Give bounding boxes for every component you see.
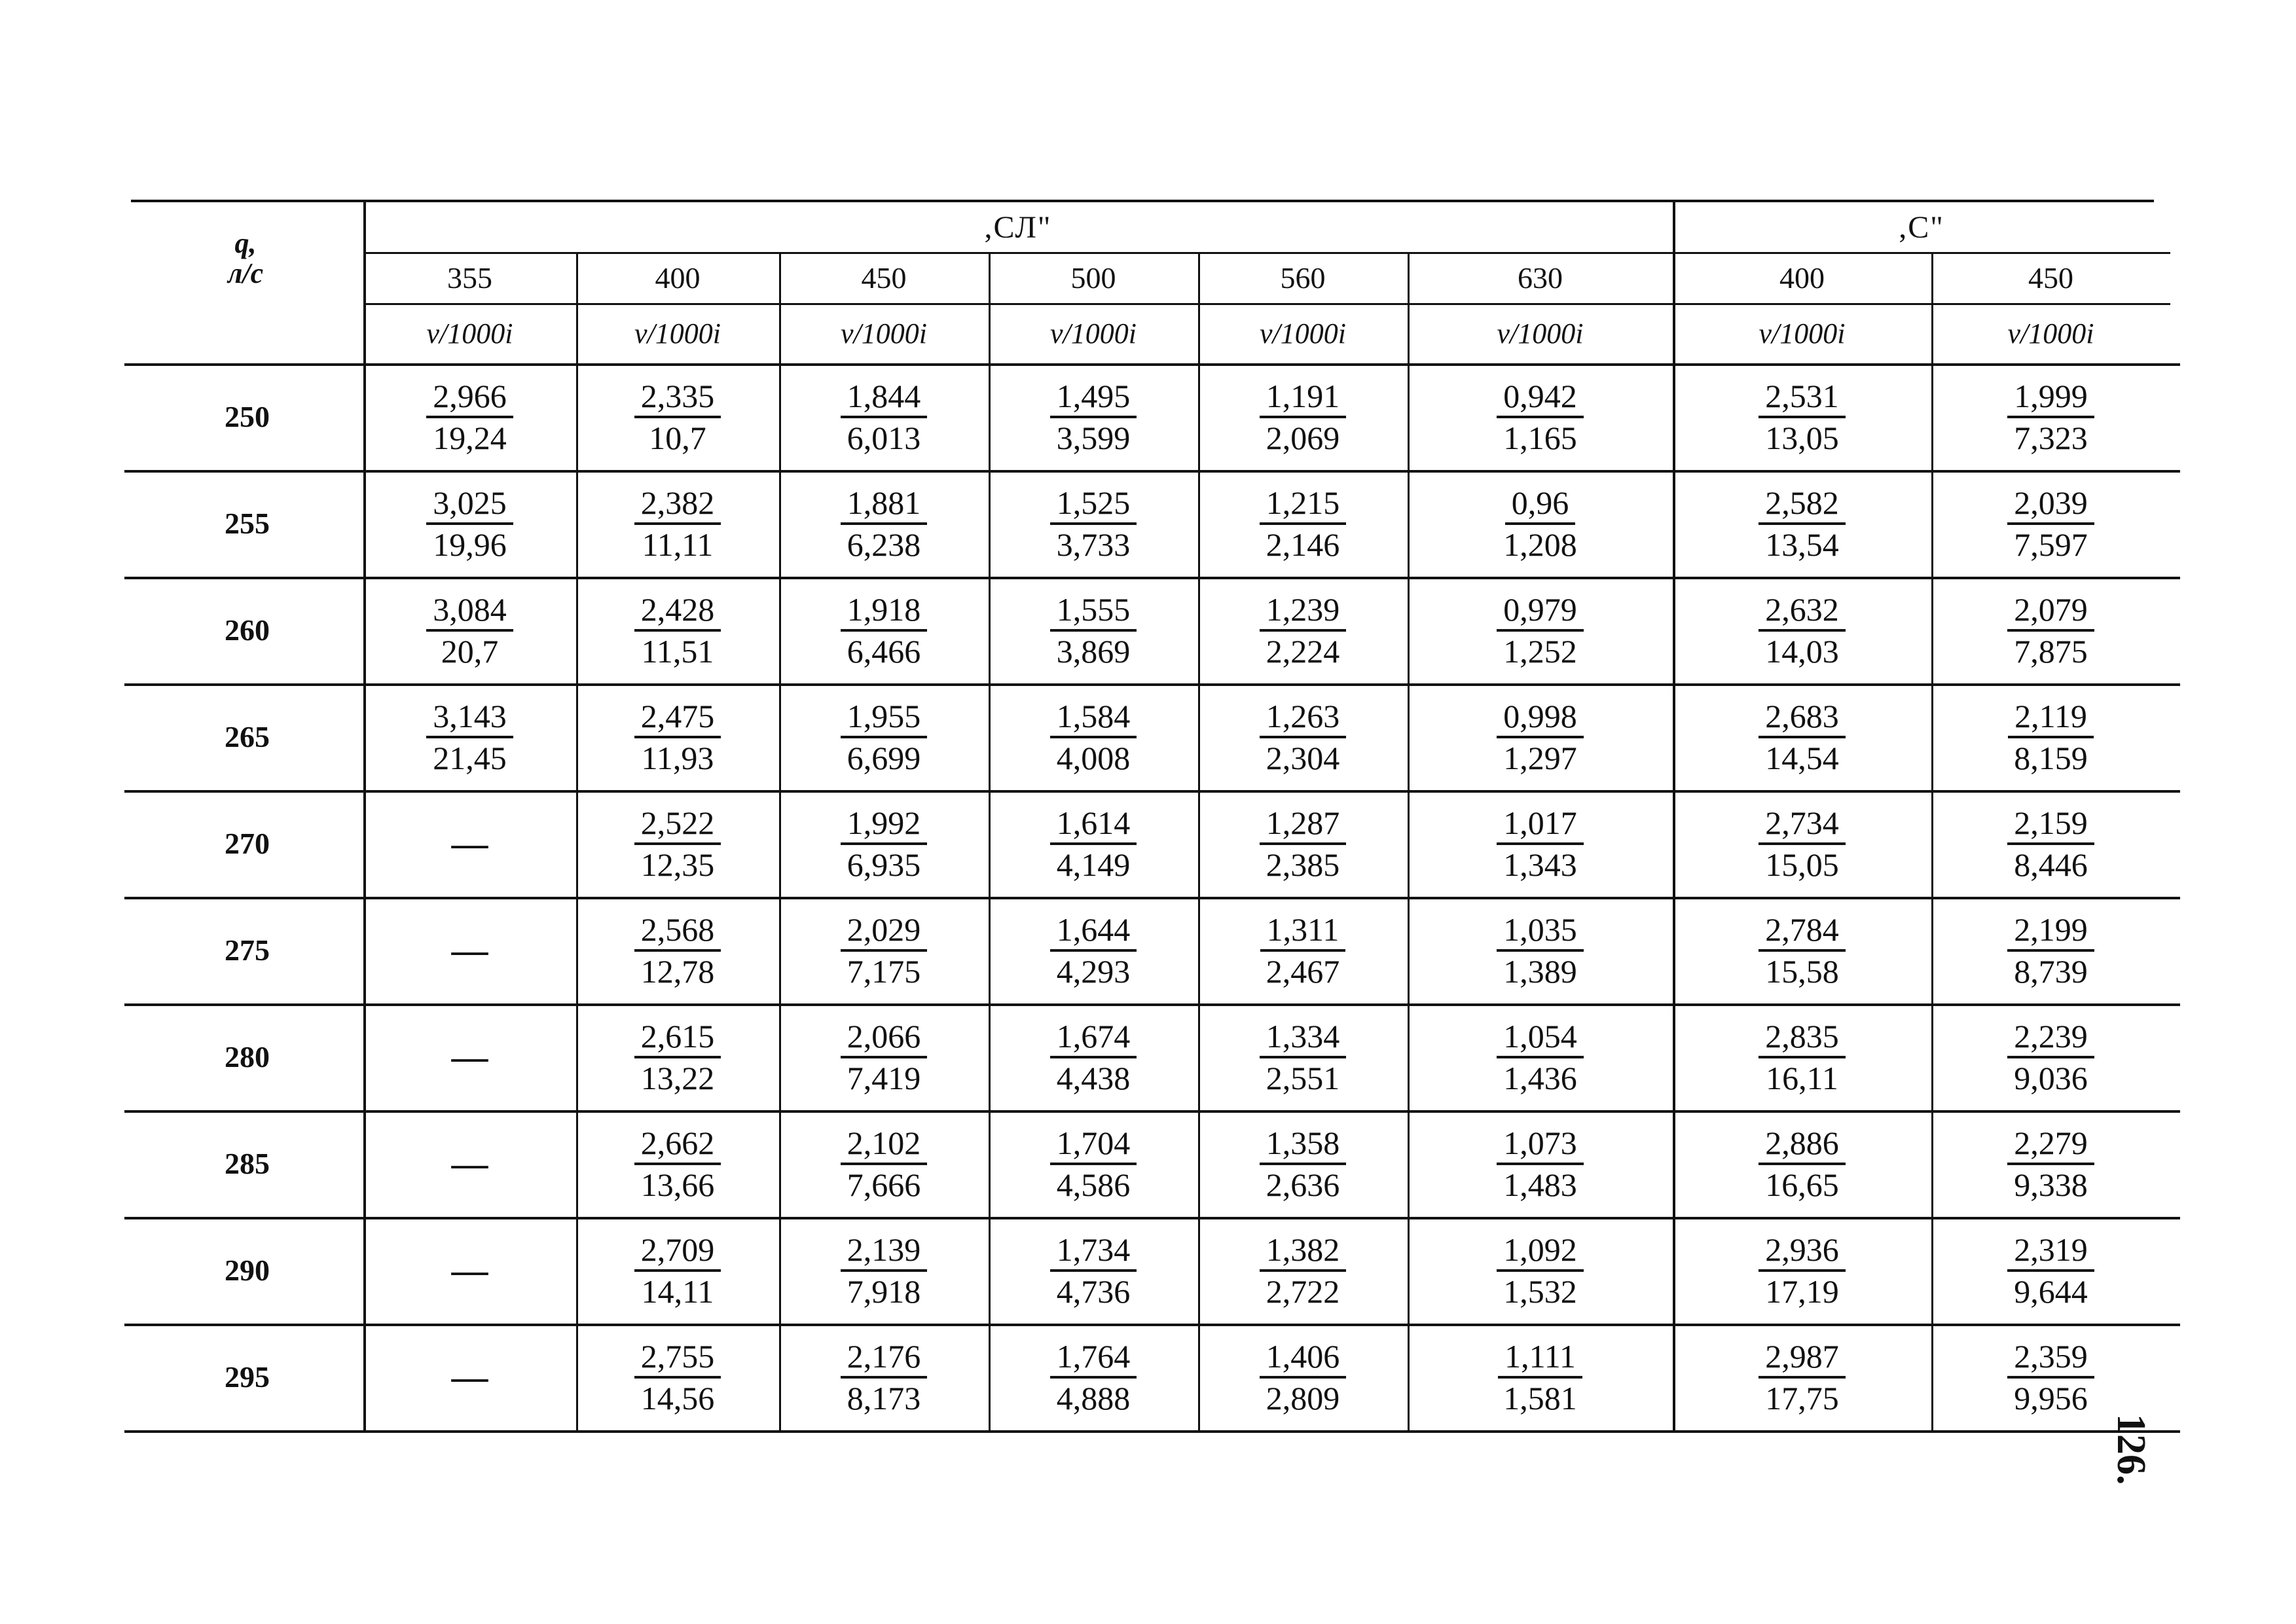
velocity-value: 2,239 [2007, 1017, 2094, 1058]
velocity-value: 1,525 [1050, 483, 1137, 525]
unit-header: v/1000i [1497, 317, 1584, 350]
velocity-value: 0,96 [1505, 483, 1576, 525]
headloss-value: 1,208 [1503, 526, 1577, 563]
headloss-value: 7,597 [2014, 526, 2088, 563]
headloss-value: 19,24 [433, 419, 507, 456]
flow-rate-cell: 285 [225, 1147, 270, 1180]
table-rule-horizontal [124, 1430, 2180, 1433]
velocity-value: 1,918 [841, 590, 928, 632]
headloss-value: 1,252 [1503, 632, 1577, 670]
velocity-value: 1,073 [1497, 1123, 1584, 1165]
headloss-value: 2,636 [1266, 1166, 1340, 1203]
headloss-value: 19,96 [433, 526, 507, 563]
velocity-headloss-cell [1408, 577, 1673, 683]
velocity-value: 2,382 [634, 483, 721, 525]
headloss-value: 7,323 [2014, 419, 2088, 456]
velocity-value: 1,844 [841, 376, 928, 418]
velocity-value: 1,734 [1050, 1230, 1137, 1272]
headloss-value: 14,11 [641, 1272, 714, 1310]
velocity-headloss-cell [1408, 1324, 1673, 1430]
velocity-headloss-cell [1673, 577, 1931, 683]
headloss-value: 12,78 [640, 952, 715, 990]
group-s-header: ,С" [1899, 209, 1944, 245]
velocity-headloss-cell [1931, 1217, 2170, 1324]
flow-rate-cell: 275 [225, 933, 270, 967]
q-label-unit: л/с [227, 257, 264, 289]
velocity-headloss-cell [989, 897, 1198, 1003]
velocity-headloss-cell [989, 577, 1198, 683]
velocity-value: 2,709 [634, 1230, 721, 1272]
velocity-value: 2,199 [2007, 910, 2094, 952]
headloss-value: 6,238 [847, 526, 921, 563]
velocity-value: 2,029 [841, 910, 928, 952]
velocity-headloss-cell [576, 683, 779, 790]
velocity-headloss-cell [1198, 1217, 1408, 1324]
velocity-value: 2,475 [634, 696, 721, 738]
velocity-value: 2,079 [2007, 590, 2094, 632]
velocity-value: 0,942 [1497, 376, 1584, 418]
velocity-value: 2,683 [1758, 696, 1846, 738]
headloss-value: 2,551 [1266, 1059, 1340, 1096]
velocity-value: 2,428 [634, 590, 721, 632]
headloss-value: 21,45 [433, 739, 507, 776]
headloss-value: 1,343 [1503, 846, 1577, 883]
velocity-headloss-cell [1408, 470, 1673, 577]
velocity-headloss-cell [1673, 1217, 1931, 1324]
headloss-value: 11,11 [642, 526, 714, 563]
velocity-value: 3,025 [426, 483, 513, 525]
velocity-value: 2,615 [634, 1017, 721, 1058]
headloss-value: 17,19 [1765, 1272, 1839, 1310]
headloss-value: 9,956 [2014, 1379, 2088, 1416]
headloss-value: 20,7 [441, 632, 499, 670]
headloss-value: 4,736 [1056, 1272, 1131, 1310]
velocity-headloss-cell [576, 470, 779, 577]
velocity-headloss-cell [989, 1003, 1198, 1110]
velocity-headloss-cell [779, 1003, 989, 1110]
headloss-value: 8,173 [847, 1379, 921, 1416]
velocity-headloss-cell [779, 790, 989, 897]
headloss-value: 9,338 [2014, 1166, 2088, 1203]
diameter-header: 630 [1518, 261, 1563, 295]
velocity-headloss-cell [779, 363, 989, 470]
headloss-value: 13,22 [640, 1059, 715, 1096]
velocity-headloss-cell [1408, 363, 1673, 470]
headloss-value: 13,05 [1765, 419, 1839, 456]
unit-header: v/1000i [426, 317, 513, 350]
diameter-header: 560 [1280, 261, 1326, 295]
headloss-value: 4,586 [1056, 1166, 1131, 1203]
velocity-headloss-cell [1408, 1217, 1673, 1324]
velocity-headloss-cell [779, 683, 989, 790]
velocity-value: 2,102 [841, 1123, 928, 1165]
headloss-value: 3,599 [1056, 419, 1131, 456]
flow-rate-cell: 260 [225, 613, 270, 647]
velocity-headloss-cell [363, 363, 576, 470]
headloss-value: 10,7 [649, 419, 706, 456]
diameter-header: 400 [1779, 261, 1825, 295]
velocity-value: 2,662 [634, 1123, 721, 1165]
headloss-value: 7,175 [847, 952, 921, 990]
headloss-value: 6,013 [847, 419, 921, 456]
velocity-value: 1,191 [1260, 376, 1347, 418]
velocity-headloss-cell [1408, 1110, 1673, 1217]
velocity-headloss-cell [1408, 1003, 1673, 1110]
headloss-value: 1,165 [1503, 419, 1577, 456]
velocity-headloss-cell [1198, 683, 1408, 790]
flow-rate-cell: 255 [225, 507, 270, 540]
velocity-value: 1,674 [1050, 1017, 1137, 1058]
velocity-headloss-cell [1198, 897, 1408, 1003]
velocity-headloss-cell [576, 577, 779, 683]
headloss-value: 13,54 [1765, 526, 1839, 563]
velocity-value: 1,992 [841, 803, 928, 845]
diameter-header: 450 [2028, 261, 2073, 295]
velocity-headloss-cell [779, 897, 989, 1003]
velocity-value: 2,176 [841, 1337, 928, 1379]
velocity-headloss-cell [1198, 1110, 1408, 1217]
headloss-value: 1,389 [1503, 952, 1577, 990]
velocity-headloss-cell [363, 577, 576, 683]
velocity-headloss-cell [779, 470, 989, 577]
velocity-headloss-cell [989, 363, 1198, 470]
velocity-value: 2,987 [1758, 1337, 1846, 1379]
diameter-header: 450 [861, 261, 907, 295]
velocity-headloss-cell [989, 1110, 1198, 1217]
velocity-headloss-cell [1408, 683, 1673, 790]
headloss-value: 2,722 [1266, 1272, 1340, 1310]
velocity-headloss-cell [989, 470, 1198, 577]
velocity-value: 2,335 [634, 376, 721, 418]
headloss-value: 4,293 [1056, 952, 1131, 990]
table-rule-horizontal [131, 200, 2154, 202]
diameter-header: 355 [447, 261, 492, 295]
velocity-value: 2,066 [841, 1017, 928, 1058]
velocity-headloss-cell [576, 363, 779, 470]
headloss-value: 1,483 [1503, 1166, 1577, 1203]
group-sl-header: ,СЛ" [984, 209, 1052, 245]
headloss-value: 6,935 [847, 846, 921, 883]
empty-value-dash: — [451, 1356, 488, 1398]
velocity-value: 1,358 [1260, 1123, 1347, 1165]
velocity-headloss-cell [1931, 577, 2170, 683]
velocity-value: 2,139 [841, 1230, 928, 1272]
velocity-headloss-cell [989, 1324, 1198, 1430]
empty-value-dash: — [451, 823, 488, 864]
velocity-headloss-cell [1408, 790, 1673, 897]
velocity-headloss-cell [363, 683, 576, 790]
velocity-value: 1,704 [1050, 1123, 1137, 1165]
headloss-value: 9,036 [2014, 1059, 2088, 1096]
velocity-value: 2,755 [634, 1337, 721, 1379]
headloss-value: 2,467 [1266, 952, 1340, 990]
velocity-value: 1,017 [1497, 803, 1584, 845]
velocity-value: 2,582 [1758, 483, 1846, 525]
unit-header: v/1000i [1050, 317, 1137, 350]
headloss-value: 8,739 [2014, 952, 2088, 990]
headloss-value: 17,75 [1765, 1379, 1839, 1416]
velocity-headloss-cell [779, 577, 989, 683]
headloss-value: 3,869 [1056, 632, 1131, 670]
velocity-value: 1,495 [1050, 376, 1137, 418]
headloss-value: 6,466 [847, 632, 921, 670]
velocity-headloss-cell [1198, 363, 1408, 470]
velocity-value: 2,966 [426, 376, 513, 418]
velocity-headloss-cell [576, 790, 779, 897]
q-column-header [131, 216, 360, 301]
flow-rate-cell: 290 [225, 1254, 270, 1287]
headloss-value: 2,069 [1266, 419, 1340, 456]
velocity-value: 1,287 [1260, 803, 1347, 845]
headloss-value: 1,297 [1503, 739, 1577, 776]
velocity-headloss-cell [1198, 1003, 1408, 1110]
headloss-value: 14,54 [1765, 739, 1839, 776]
velocity-headloss-cell [576, 897, 779, 1003]
velocity-value: 1,644 [1050, 910, 1137, 952]
headloss-value: 16,11 [1766, 1059, 1838, 1096]
flow-rate-cell: 295 [225, 1360, 270, 1394]
velocity-headloss-cell [1673, 897, 1931, 1003]
unit-header: v/1000i [841, 317, 927, 350]
headloss-value: 1,436 [1503, 1059, 1577, 1096]
velocity-value: 3,084 [426, 590, 513, 632]
velocity-headloss-cell [1931, 470, 2170, 577]
headloss-value: 2,224 [1266, 632, 1340, 670]
velocity-value: 1,054 [1497, 1017, 1584, 1058]
velocity-headloss-cell [989, 790, 1198, 897]
flow-rate-cell: 265 [225, 720, 270, 753]
velocity-value: 2,835 [1758, 1017, 1846, 1058]
headloss-value: 8,159 [2014, 739, 2088, 776]
headloss-value: 16,65 [1765, 1166, 1839, 1203]
headloss-value: 4,149 [1056, 846, 1131, 883]
unit-header: v/1000i [2007, 317, 2094, 350]
flow-rate-cell: 270 [225, 827, 270, 860]
velocity-headloss-cell [576, 1324, 779, 1430]
velocity-value: 2,279 [2007, 1123, 2094, 1165]
headloss-value: 11,51 [641, 632, 714, 670]
velocity-value: 2,531 [1758, 376, 1846, 418]
headloss-value: 2,809 [1266, 1379, 1340, 1416]
velocity-headloss-cell [779, 1110, 989, 1217]
velocity-headloss-cell [1673, 1110, 1931, 1217]
velocity-value: 2,568 [634, 910, 721, 952]
velocity-headloss-cell [779, 1217, 989, 1324]
velocity-headloss-cell [1408, 897, 1673, 1003]
headloss-value: 9,644 [2014, 1272, 2088, 1310]
flow-rate-cell: 250 [225, 400, 270, 433]
headloss-value: 11,93 [641, 739, 714, 776]
velocity-value: 2,734 [1758, 803, 1846, 845]
velocity-headloss-cell [1198, 790, 1408, 897]
velocity-value: 1,955 [841, 696, 928, 738]
headloss-value: 7,875 [2014, 632, 2088, 670]
velocity-value: 1,092 [1497, 1230, 1584, 1272]
velocity-value: 1,614 [1050, 803, 1137, 845]
velocity-value: 1,764 [1050, 1337, 1137, 1379]
headloss-value: 1,532 [1503, 1272, 1577, 1310]
headloss-value: 7,666 [847, 1166, 921, 1203]
velocity-value: 1,334 [1260, 1017, 1347, 1058]
velocity-headloss-cell [1198, 577, 1408, 683]
headloss-value: 15,58 [1765, 952, 1839, 990]
velocity-headloss-cell [1931, 363, 2170, 470]
velocity-headloss-cell [1931, 683, 2170, 790]
headloss-value: 7,918 [847, 1272, 921, 1310]
headloss-value: 15,05 [1765, 846, 1839, 883]
velocity-value: 2,886 [1758, 1123, 1846, 1165]
velocity-headloss-cell [576, 1003, 779, 1110]
velocity-headloss-cell [1673, 363, 1931, 470]
velocity-headloss-cell [363, 470, 576, 577]
headloss-value: 2,146 [1266, 526, 1340, 563]
velocity-value: 0,979 [1497, 590, 1584, 632]
velocity-headloss-cell [989, 1217, 1198, 1324]
empty-value-dash: — [451, 1250, 488, 1291]
headloss-value: 7,419 [847, 1059, 921, 1096]
velocity-headloss-cell [989, 683, 1198, 790]
diameter-header: 500 [1070, 261, 1116, 295]
velocity-value: 2,784 [1758, 910, 1846, 952]
velocity-headloss-cell [1931, 1003, 2170, 1110]
velocity-headloss-cell [1673, 683, 1931, 790]
headloss-value: 3,733 [1056, 526, 1131, 563]
velocity-headloss-cell [576, 1217, 779, 1324]
velocity-value: 1,382 [1260, 1230, 1347, 1272]
velocity-headloss-cell [779, 1324, 989, 1430]
velocity-value: 2,119 [2008, 696, 2094, 738]
velocity-value: 1,406 [1260, 1337, 1347, 1379]
q-label-symbol: q, [234, 226, 257, 259]
unit-header: v/1000i [1260, 317, 1346, 350]
velocity-value: 2,359 [2007, 1337, 2094, 1379]
velocity-headloss-cell [1673, 470, 1931, 577]
velocity-headloss-cell [1931, 790, 2170, 897]
headloss-value: 6,699 [847, 739, 921, 776]
headloss-value: 12,35 [640, 846, 715, 883]
velocity-headloss-cell [1931, 897, 2170, 1003]
headloss-value: 4,888 [1056, 1379, 1131, 1416]
empty-value-dash: — [451, 1036, 488, 1077]
velocity-value: 1,999 [2007, 376, 2094, 418]
headloss-value: 4,438 [1056, 1059, 1131, 1096]
velocity-value: 1,311 [1260, 910, 1346, 952]
velocity-headloss-cell [576, 1110, 779, 1217]
velocity-value: 2,632 [1758, 590, 1846, 632]
unit-header: v/1000i [1758, 317, 1846, 350]
headloss-value: 1,581 [1503, 1379, 1577, 1416]
page-number: 126. [2109, 1414, 2153, 1485]
velocity-value: 1,111 [1498, 1337, 1582, 1379]
velocity-value: 1,555 [1050, 590, 1137, 632]
velocity-headloss-cell [1198, 470, 1408, 577]
velocity-value: 1,239 [1260, 590, 1347, 632]
velocity-value: 2,039 [2007, 483, 2094, 525]
headloss-value: 4,008 [1056, 739, 1131, 776]
velocity-value: 3,143 [426, 696, 513, 738]
velocity-value: 2,522 [634, 803, 721, 845]
velocity-value: 2,319 [2007, 1230, 2094, 1272]
velocity-value: 1,881 [841, 483, 928, 525]
velocity-value: 1,215 [1260, 483, 1347, 525]
velocity-headloss-cell [1931, 1110, 2170, 1217]
velocity-value: 1,035 [1497, 910, 1584, 952]
empty-value-dash: — [451, 929, 488, 971]
velocity-headloss-cell [1673, 1003, 1931, 1110]
velocity-headloss-cell [1673, 790, 1931, 897]
velocity-value: 1,263 [1260, 696, 1347, 738]
velocity-headloss-cell [1198, 1324, 1408, 1430]
velocity-value: 2,936 [1758, 1230, 1846, 1272]
diameter-header: 400 [655, 261, 701, 295]
headloss-value: 2,304 [1266, 739, 1340, 776]
headloss-value: 14,03 [1765, 632, 1839, 670]
velocity-headloss-cell [1673, 1324, 1931, 1430]
headloss-value: 2,385 [1266, 846, 1340, 883]
headloss-value: 8,446 [2014, 846, 2088, 883]
headloss-value: 14,56 [640, 1379, 715, 1416]
velocity-value: 2,159 [2007, 803, 2094, 845]
empty-value-dash: — [451, 1143, 488, 1184]
velocity-value: 0,998 [1497, 696, 1584, 738]
flow-rate-cell: 280 [225, 1040, 270, 1074]
velocity-value: 1,584 [1050, 696, 1137, 738]
headloss-value: 13,66 [640, 1166, 715, 1203]
unit-header: v/1000i [634, 317, 721, 350]
